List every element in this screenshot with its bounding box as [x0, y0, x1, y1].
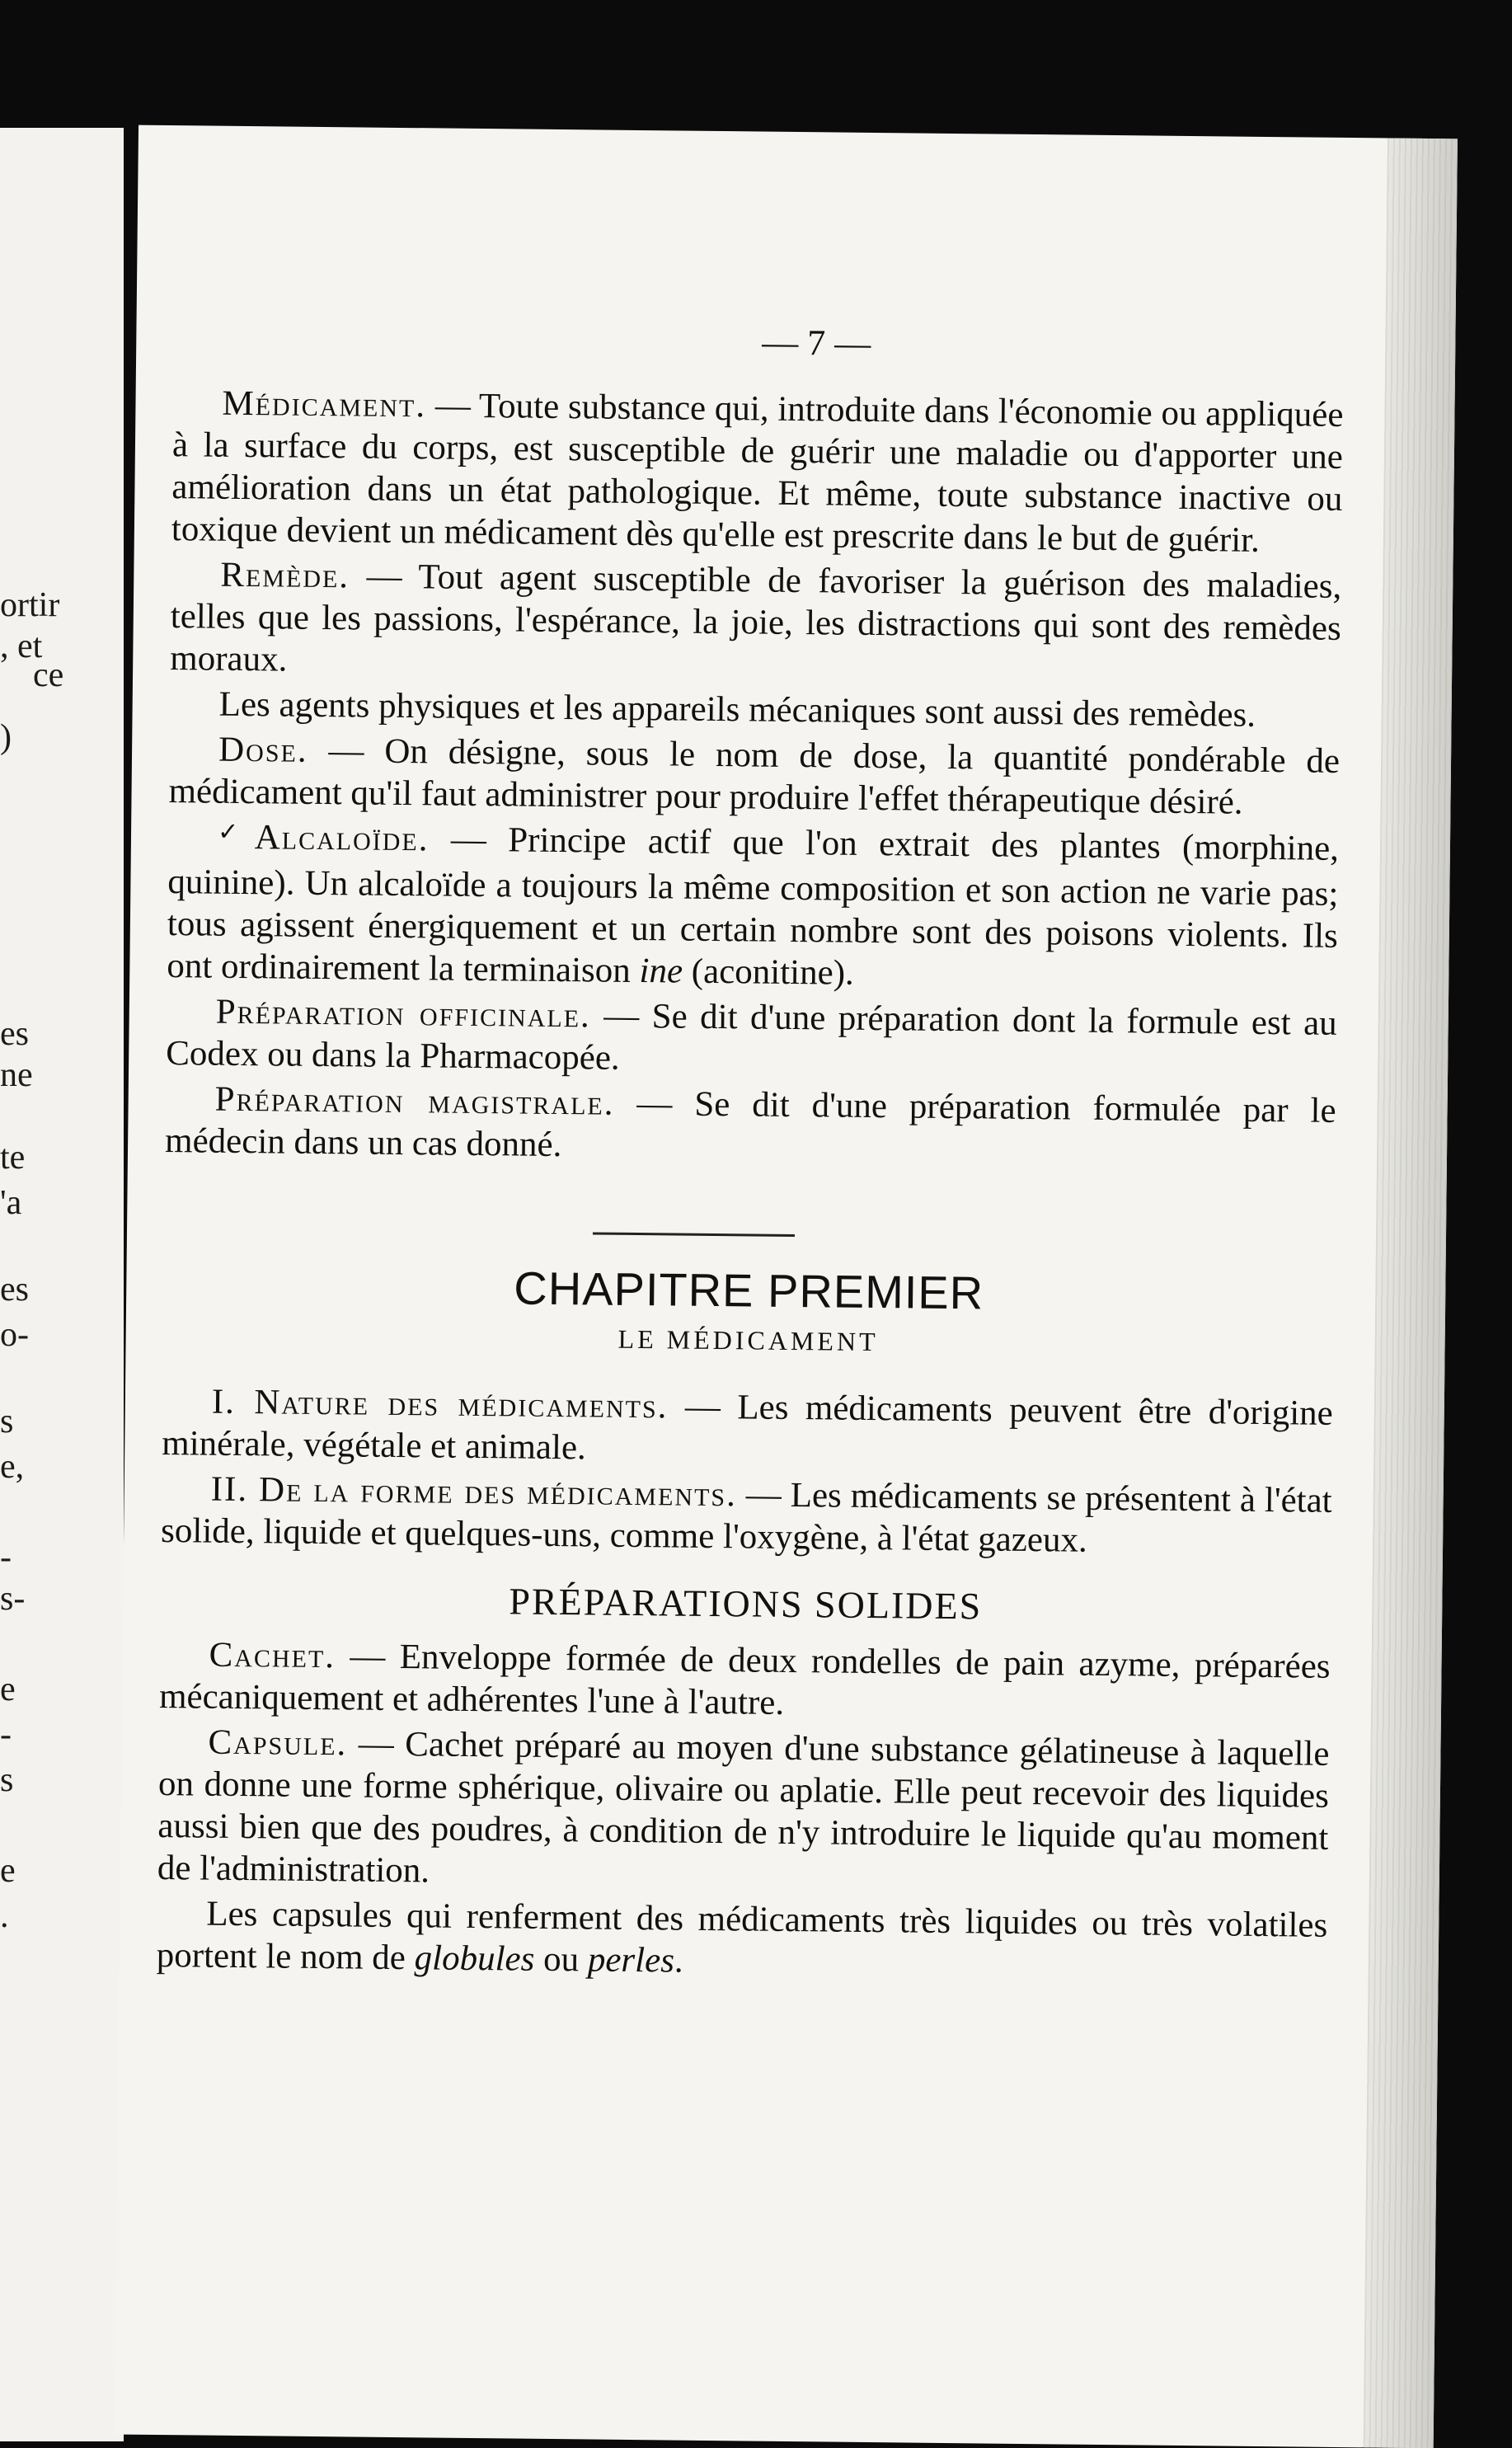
term: Cachet. — [209, 1635, 336, 1676]
italic-text: ine — [639, 951, 683, 991]
section-forme — [161, 1468, 1332, 1564]
left-fragment: ce — [33, 656, 64, 694]
left-fragment: o- — [0, 1316, 29, 1354]
section-title: PRÉPARATIONS SOLIDES — [509, 1580, 983, 1628]
term: Remède. — [220, 555, 350, 596]
book-page — [115, 125, 1458, 2448]
left-fragment: s- — [0, 1580, 26, 1618]
definition-text: — On désigne, sous le nom de dose, la quantité pondérable de médicament qu'il faut administrer pour produire l'effet thérapeutique désiré. — [168, 731, 1341, 822]
left-fragment: es — [0, 1015, 29, 1053]
term: Capsule. — [208, 1722, 348, 1764]
definition-cachet — [159, 1633, 1331, 1730]
paragraph-text: Les capsules qui renferment des médicaments très liquides ou très volatiles portent le nom de — [156, 1894, 1328, 1978]
left-fragment: s — [0, 1761, 14, 1799]
definition-magistrale — [165, 1078, 1336, 1174]
left-fragment: - — [0, 1716, 12, 1754]
left-fragment: ) — [0, 718, 12, 756]
paragraph-agents — [169, 683, 1340, 737]
term: Préparation officinale. — [215, 992, 592, 1036]
left-fragment: 'a — [0, 1184, 22, 1222]
section-text: — Les médicaments peuvent être d'origine minérale, végétale et animale. — [162, 1387, 1334, 1468]
definition-text: — Toute substance qui, introduite dans l'économie ou appliquée à la surface du corps, est susceptible de guérir une maladie ou d'apporter une amélioration dans un état pathologique. Et même, toute substance inactive ou toxique devient un médicament dès qu'elle est prescrite dans le but de guérir. — [171, 386, 1344, 560]
chapter-title: CHAPITRE PREMIER — [514, 1262, 984, 1319]
term: Dose. — [218, 730, 308, 770]
definition-text: — Se dit d'une préparation dont la formule est au Codex ou dans la Pharmacopée. — [166, 996, 1337, 1078]
paragraph-text: Les agents physiques et les appareils mécaniques sont aussi des remèdes. — [218, 684, 1256, 735]
term: Préparation magistrale. — [214, 1079, 615, 1123]
chapter-subtitle: LE MÉDICAMENT — [617, 1323, 879, 1357]
left-fragment: te — [0, 1139, 26, 1177]
paragraph-text: ou — [534, 1939, 589, 1980]
paragraph-text: . — [674, 1941, 683, 1980]
left-fragment: e, — [0, 1448, 25, 1486]
definition-text: (aconitine). — [682, 951, 855, 993]
definition-dose — [168, 728, 1340, 825]
definition-text: — Se dit d'une préparation formulée par le médecin dans un cas donné. — [164, 1083, 1336, 1165]
left-fragment: s — [0, 1403, 14, 1440]
definition-text: — Enveloppe formée de deux rondelles de pain azyme, préparées mécaniquement et adhérentes l'une à l'autre. — [158, 1637, 1331, 1722]
definition-remede — [170, 553, 1342, 692]
definition-text: — Cachet préparé au moyen d'une substance gélatineuse à laquelle on donne une forme sphérique, olivaire ou aplatie. Elle peut recevoir des liquides aussi bien que des poudres, à condition de n'y introduire le liquide qu'au moment de l'administration. — [157, 1724, 1330, 1891]
section-text: — Les médicaments se présentent à l'état solide, liquide et quelques-uns, comme l'oxygène, à l'état gazeux. — [160, 1475, 1332, 1560]
left-fragment: , et — [0, 627, 43, 665]
separator-rule — [593, 1232, 795, 1237]
left-fragment: ortir — [0, 586, 60, 624]
left-fragment: e — [0, 1670, 16, 1708]
left-fragment: - — [0, 1539, 12, 1576]
page-number: — 7 — — [762, 322, 871, 364]
italic-text: globules — [414, 1938, 535, 1979]
definition-alcaloide — [167, 815, 1339, 999]
term: Alcaloïde. — [254, 818, 430, 859]
italic-text: perles — [587, 1940, 675, 1980]
section-nature — [162, 1380, 1333, 1477]
term: I. Nature des médicaments. — [211, 1382, 669, 1426]
term: II. De la forme des médicaments. — [210, 1469, 738, 1515]
definition-text: — Principe actif que l'on extrait des plantes (morphine, quinine). Un alcaloïde a toujours la même composition et son action ne varie pas; tous agissent énergiquement et un certain nombre sont des poisons violents. Ils ont ordinairement la terminaison — [167, 820, 1340, 991]
definition-text: — Tout agent susceptible de favoriser la guérison des maladies, telles que les passions, l'espérance, la joie, les distractions qui sont des remèdes moraux. — [170, 557, 1342, 679]
check-mark-icon: ✓ — [217, 818, 251, 847]
paragraph-capsules — [157, 1892, 1328, 1989]
definition-medicament — [171, 382, 1344, 562]
left-fragment: . — [0, 1897, 9, 1935]
previous-page-edge — [0, 128, 124, 2441]
left-fragment: ne — [0, 1056, 33, 1094]
page-stack-edge — [1364, 138, 1458, 2448]
term: Médicament. — [222, 383, 427, 425]
left-fragment: es — [0, 1271, 29, 1309]
definition-capsule — [157, 1721, 1330, 1901]
definition-officinale — [166, 990, 1337, 1087]
page-text — [156, 315, 1344, 1992]
left-fragment: e — [0, 1852, 16, 1890]
